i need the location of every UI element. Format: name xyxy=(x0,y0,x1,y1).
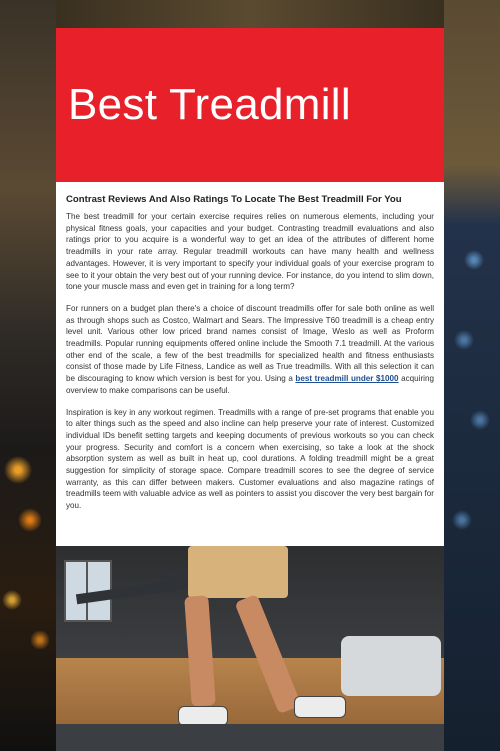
background-top-strip xyxy=(56,0,444,28)
paragraph-2-text-start: For runners on a budget plan there's a choice of discount treadmills offer for sale both online as well as through shops such as Costco, Walmart and Sears. The Impressive T60 treadmill is a cheap entry level unit. Various other low priced brand names consist of Image, Weslo as well as Proform treadmills. Popular running equipments offered online include the Smooth 7.1 treadmill. At the various other end of the scale, a few of the best treadmills for specialized health and fitness enthusiasts consist of those made by Life Fitness, Landice as well as True treadmills. With all this selection it can be discouraging to know which version is best for you. Using a xyxy=(66,303,434,384)
runner-shorts xyxy=(188,546,288,598)
article-heading: Contrast Reviews And Also Ratings To Locate The Best Treadmill For You xyxy=(66,194,402,205)
article-paragraph-1: The best treadmill for your certain exercise requires relies on numerous elements, including your physical fitness goals, your capacities and your budget. Contrasting treadmill evaluations and also ratings prior to you acquire is a wonderful way to get an idea of the attributes of different home treadmills in your rate array. Regular treadmill workouts can have many health and wellness advantages. However, it is very important to specify your individual goals of your exercise program to see to it your obtain the very best out of your running device. For instance, do you intend to slim down, tone your muscle mass and even get in training for a long term? xyxy=(66,212,434,292)
page-header xyxy=(56,28,444,182)
runner-shoe-left xyxy=(178,706,228,726)
paragraph-2-text-end: acquiring overview to make comparisons can be useful. xyxy=(66,374,434,395)
content-card xyxy=(56,28,444,751)
treadmill-deck xyxy=(56,724,444,751)
background-left-panel xyxy=(0,0,56,751)
treadmill-photo xyxy=(56,546,444,751)
article-body xyxy=(66,194,434,522)
best-treadmill-link[interactable]: best treadmill under $1000 xyxy=(295,374,399,384)
background-right-panel xyxy=(444,0,500,751)
article-paragraph-2 xyxy=(66,303,434,397)
elliptical-machine xyxy=(341,636,441,696)
article-paragraph-3: Inspiration is key in any workout regimen. Treadmills with a range of pre-set programs that enable you to alter things such as the speed and also incline can help preserve your rate of interest. Customized individual IDs benefit setting targets and keeping documents of previous workouts so you can check your progress. Security and comfort is a concern when exercising, so take a look at the shock absorption system as well as built in heat up, cool durations. A folding treadmill might be a great suggestion for simplicity of storage space. Compare treadmill scores to see the degree of service warranty, as this can differ between makers. Customer evaluations and also magazine ratings of treadmills teem with valuable advice as well as pointers to assist you discover the very best bargain for you. xyxy=(66,407,434,511)
page-title: Best Treadmill xyxy=(68,80,351,129)
runner-shoe-right xyxy=(294,696,346,718)
